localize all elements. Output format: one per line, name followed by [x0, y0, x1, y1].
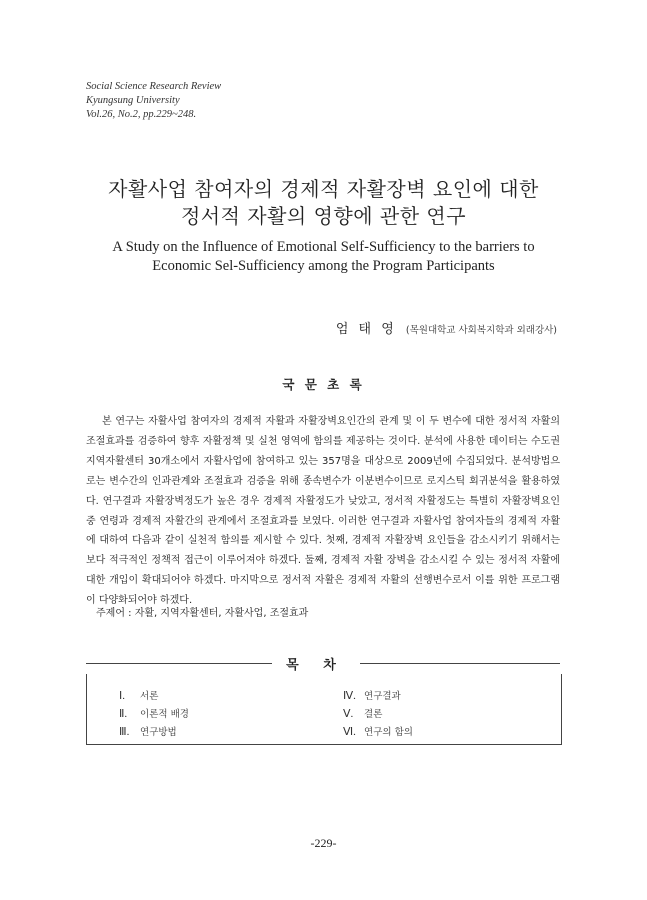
toc-item: [119, 688, 158, 702]
toc-rule-left: [86, 663, 272, 664]
korean-title: [0, 176, 647, 230]
toc-item-number: Ⅴ.: [343, 708, 354, 720]
toc-rule-right: [360, 663, 560, 664]
toc-item: [343, 724, 413, 738]
toc-item: [343, 706, 382, 720]
toc-item: [343, 688, 401, 702]
journal-volume: Vol.26, No.2, pp.229~248.: [86, 109, 197, 120]
toc-item-number: Ⅰ.: [119, 690, 125, 702]
english-title-line-1: A Study on the Influence of Emotional Self-Sufficiency to the barriers to: [112, 239, 535, 255]
journal-name: Social Science Research Review: [86, 81, 222, 92]
toc-header: [86, 654, 560, 674]
toc-item-label: 결론: [364, 709, 383, 720]
korean-title-line-1: 자활사업 참여자의 경제적 자활장벽 요인에 대한: [108, 177, 539, 201]
toc-item-label: 이론적 배경: [140, 709, 189, 720]
toc-item: [119, 724, 177, 738]
toc-item-number: Ⅲ.: [119, 726, 130, 738]
toc-item-label: 연구방법: [140, 727, 177, 738]
korean-title-line-2: 정서적 자활의 영향에 관한 연구: [180, 204, 467, 228]
journal-university: Kyungsung University: [86, 95, 180, 106]
author-line: [336, 318, 557, 337]
toc-item-label: 연구결과: [364, 691, 401, 702]
toc-item-label: 서론: [140, 691, 159, 702]
toc-item-number: Ⅳ.: [343, 690, 356, 702]
page-number: -229-: [310, 836, 337, 850]
author-name: 엄 태 영: [335, 322, 397, 337]
toc-item: [119, 706, 189, 720]
journal-info: [86, 80, 221, 122]
abstract-heading: 국 문 초 록: [282, 377, 365, 392]
toc-item-number: Ⅱ.: [119, 708, 128, 720]
english-title-line-2: Economic Sel-Sufficiency among the Program Participants: [152, 258, 495, 274]
english-title: [0, 238, 647, 276]
toc-item-number: Ⅵ.: [343, 726, 356, 738]
keywords: 주제어 : 자활, 지역자활센터, 자활사업, 조절효과: [96, 608, 309, 619]
toc-item-label: 연구의 함의: [364, 727, 413, 738]
toc-heading: 목 차: [286, 658, 346, 673]
abstract-body: 본 연구는 자활사업 참여자의 경제적 자활과 자활장벽요인간의 관계 및 이 두 변수에 대한 정서적 자활의 조절효과를 검증하여 향후 자활정책 및 실천 영역에 함의를 제공하는 것이다. 분석에 사용한 데이터는 수도권 지역자활센터 30개소에서 자활사업에 참여하고 있는 357명을 대상으로 2009년에 수집되었다. 분석방법으로는 변수간의 인과관계와 조절효과 검증을 위해 종속변수가 이분변수이므로 로지스틱 회귀분석을 활용하였다. 연구결과 자활장벽정도가 높은 경우 경제적 자활정도가 낮았고, 정서적 자활정도는 특별히 자활장벽요인 중 연령과 경제적 자활간의 관계에서 조절효과를 보였다. 이러한 연구결과 자활사업 참여자들의 경제적 자활에 대하여 다음과 같이 실천적 함의를 제시할 수 있다. 첫째, 경제적 자활장벽 요인들을 감소시키기 위해서는 보다 적극적인 정책적 접근이 이루어져야 하겠다. 둘째, 경제적 자활 장벽을 감소시킬 수 있는 정서적 자활에 대한 개입이 확대되어야 하겠다. 마지막으로 정서적 자활은 경제적 자활의 선행변수로서 이를 위한 프로그램이 다양화되어야 하겠다.: [86, 416, 560, 607]
table-of-contents: [86, 674, 562, 745]
author-affiliation: (목원대학교 사회복지학과 외래강사): [405, 325, 557, 336]
